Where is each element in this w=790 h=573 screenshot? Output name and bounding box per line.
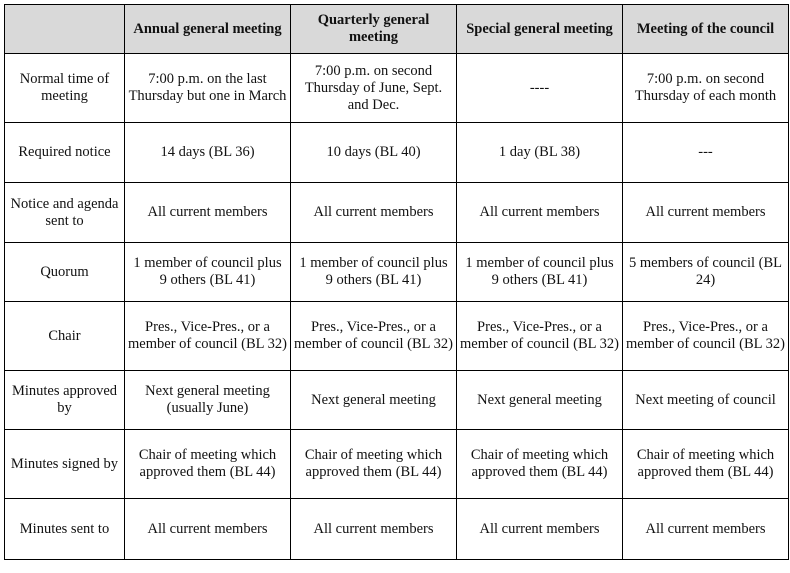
table-cell: 1 member of council plus 9 others (BL 41) xyxy=(457,243,623,302)
table-cell: 10 days (BL 40) xyxy=(291,123,457,183)
table-row xyxy=(5,54,789,123)
table-row xyxy=(5,371,789,430)
table-cell: --- xyxy=(623,123,789,183)
row-label: Chair xyxy=(5,302,125,371)
table-cell: All current members xyxy=(623,499,789,560)
table-cell: Next general meeting (usually June) xyxy=(125,371,291,430)
row-label: Minutes approved by xyxy=(5,371,125,430)
row-label: Minutes sent to xyxy=(5,499,125,560)
table-cell: 1 member of council plus 9 others (BL 41) xyxy=(291,243,457,302)
table-cell: All current members xyxy=(125,499,291,560)
row-label: Required notice xyxy=(5,123,125,183)
row-label: Minutes signed by xyxy=(5,430,125,499)
table-cell: All current members xyxy=(291,183,457,243)
header-quarterly-general-meeting: Quarterly general meeting xyxy=(291,5,457,54)
header-special-general-meeting: Special general meeting xyxy=(457,5,623,54)
table-cell: Next general meeting xyxy=(291,371,457,430)
table-cell: Chair of meeting which approved them (BL 44) xyxy=(457,430,623,499)
table-cell: All current members xyxy=(291,499,457,560)
table-cell: All current members xyxy=(457,183,623,243)
table-row xyxy=(5,243,789,302)
table-cell: 7:00 p.m. on the last Thursday but one in March xyxy=(125,54,291,123)
header-row xyxy=(5,5,789,54)
table-cell: 5 members of council (BL 24) xyxy=(623,243,789,302)
table-cell: Next general meeting xyxy=(457,371,623,430)
table-cell: Pres., Vice-Pres., or a member of council (BL 32) xyxy=(457,302,623,371)
table-cell: Pres., Vice-Pres., or a member of council (BL 32) xyxy=(623,302,789,371)
table-row xyxy=(5,302,789,371)
table-cell: All current members xyxy=(623,183,789,243)
header-annual-general-meeting: Annual general meeting xyxy=(125,5,291,54)
row-label: Quorum xyxy=(5,243,125,302)
table-cell: Pres., Vice-Pres., or a member of council (BL 32) xyxy=(291,302,457,371)
table-cell: Chair of meeting which approved them (BL 44) xyxy=(125,430,291,499)
table-cell: Pres., Vice-Pres., or a member of council (BL 32) xyxy=(125,302,291,371)
header-corner-cell xyxy=(5,5,125,54)
table-row xyxy=(5,123,789,183)
table-cell: 1 member of council plus 9 others (BL 41) xyxy=(125,243,291,302)
header-meeting-of-the-council: Meeting of the council xyxy=(623,5,789,54)
row-label: Normal time of meeting xyxy=(5,54,125,123)
table-cell: 1 day (BL 38) xyxy=(457,123,623,183)
row-label: Notice and agenda sent to xyxy=(5,183,125,243)
table-cell: 7:00 p.m. on second Thursday of each month xyxy=(623,54,789,123)
table-cell: Chair of meeting which approved them (BL 44) xyxy=(291,430,457,499)
table-cell: All current members xyxy=(457,499,623,560)
table-row xyxy=(5,430,789,499)
table-row xyxy=(5,183,789,243)
table-cell: Chair of meeting which approved them (BL 44) xyxy=(623,430,789,499)
table-cell: Next meeting of council xyxy=(623,371,789,430)
table-cell: ---- xyxy=(457,54,623,123)
meetings-table-container xyxy=(4,4,789,560)
meetings-table xyxy=(4,4,789,560)
table-row xyxy=(5,499,789,560)
table-cell: 14 days (BL 36) xyxy=(125,123,291,183)
table-cell: 7:00 p.m. on second Thursday of June, Sept. and Dec. xyxy=(291,54,457,123)
table-cell: All current members xyxy=(125,183,291,243)
